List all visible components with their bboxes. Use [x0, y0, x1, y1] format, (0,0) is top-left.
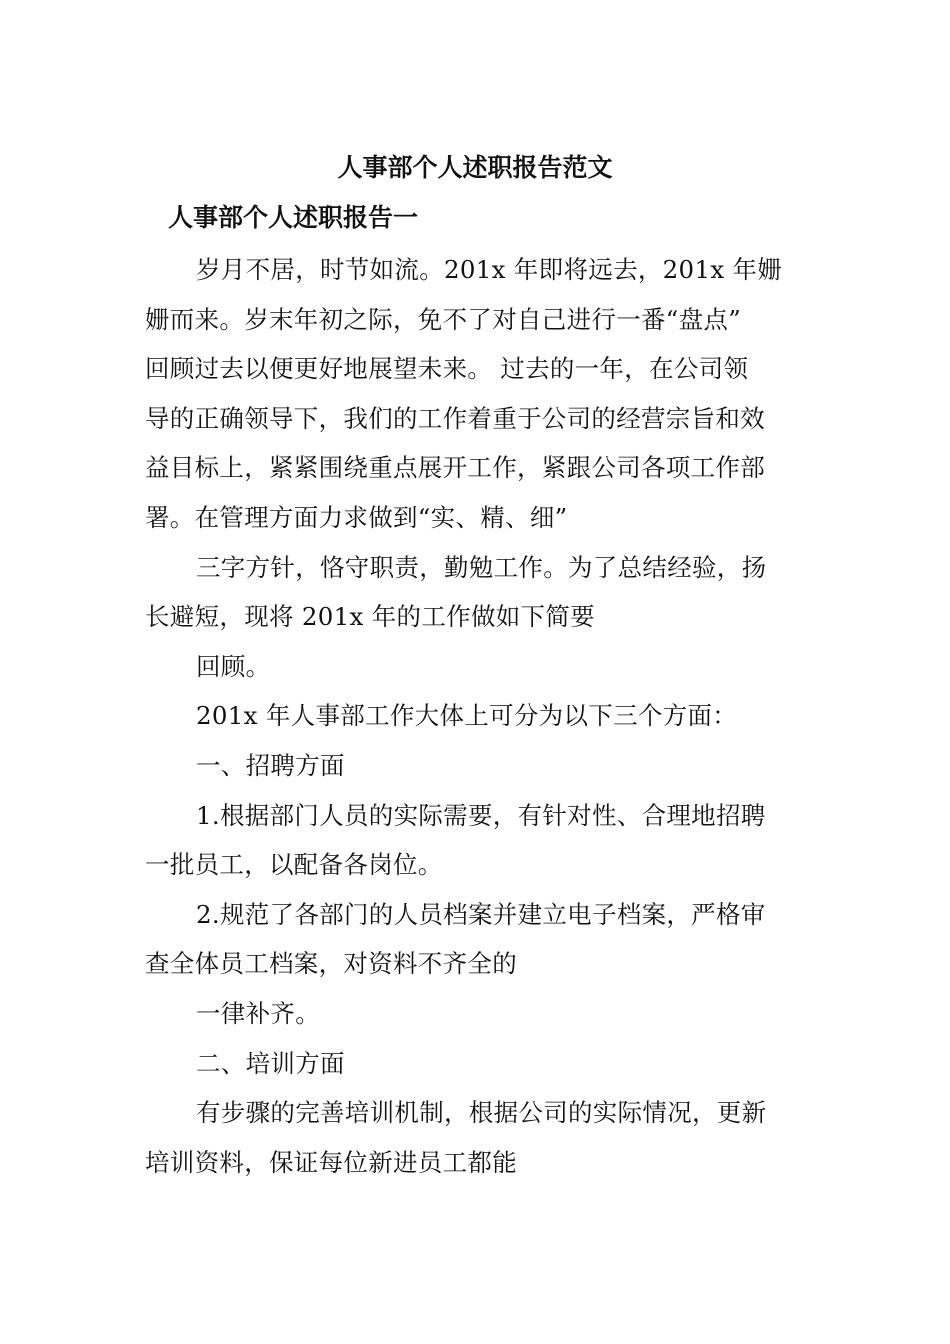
paragraph-line: 导的正确领导下，我们的工作着重于公司的经营宗旨和效	[145, 403, 765, 433]
document-title: 人事部个人述职报告范文	[337, 153, 613, 182]
paragraph-line: 回顾过去以便更好地展望未来。 过去的一年，在公司领	[145, 354, 749, 384]
paragraph-line: 三字方针，恪守职责，勤勉工作。为了总结经验，扬	[196, 552, 767, 582]
paragraph-line: 署。在管理方面力求做到“实、精、细”	[145, 502, 568, 532]
paragraph-line: 有步骤的完善培训机制，根据公司的实际情况，更新	[196, 1098, 767, 1128]
paragraph-line: 查全体员工档案，对资料不齐全的	[145, 949, 517, 979]
document-body	[145, 250, 790, 1192]
paragraph-line: 益目标上，紧紧围绕重点展开工作，紧跟公司各项工作部	[145, 453, 765, 483]
paragraph-line: 201x 年人事部工作大体上可分为以下三个方面：	[196, 701, 738, 731]
subheading-training: 二、培训方面	[196, 1048, 345, 1078]
paragraph-line: 岁月不居，时节如流。201x 年即将远去，201x 年姗	[196, 255, 783, 284]
paragraph-line: 姗而来。岁末年初之际，免不了对自己进行一番“盘点”	[145, 304, 742, 334]
paragraph-line: 2.规范了各部门的人员档案并建立电子档案，严格审	[196, 899, 766, 929]
paragraph-line: 1.根据部门人员的实际需要，有针对性、合理地招聘	[196, 800, 766, 830]
paragraph-line: 培训资料，保证每位新进员工都能	[145, 1147, 517, 1177]
paragraph-line: 回顾。	[196, 651, 271, 681]
paragraph-line: 一批员工，以配备各岗位。	[145, 850, 443, 880]
paragraph-line: 长避短，现将 201x 年的工作做如下简要	[145, 602, 595, 632]
paragraph-line: 一律补齐。	[196, 998, 320, 1028]
subheading-recruitment: 一、招聘方面	[196, 750, 345, 780]
section-heading: 人事部个人述职报告一	[168, 203, 419, 232]
